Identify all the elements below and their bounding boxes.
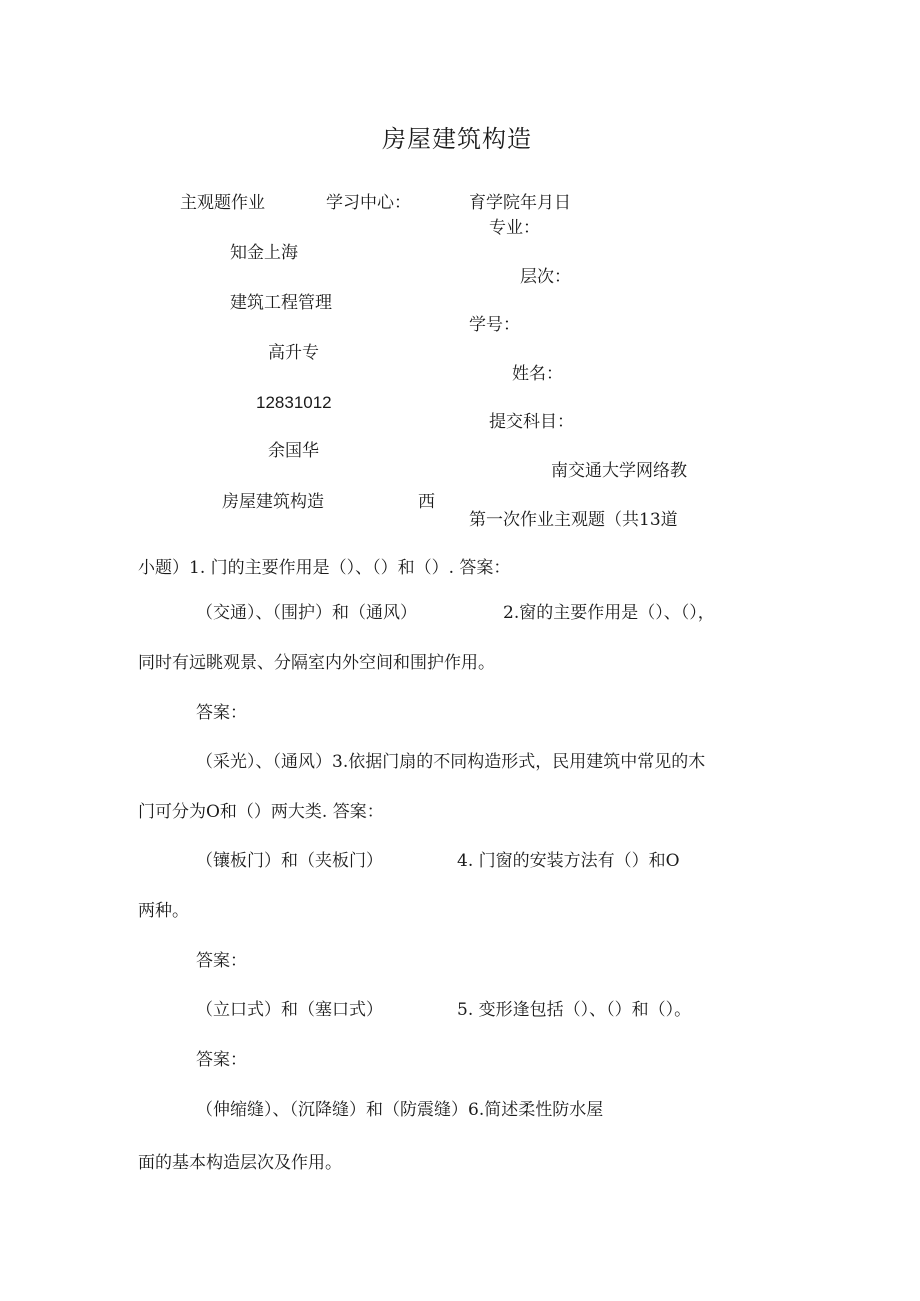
center-value: 知金上海 — [230, 243, 298, 263]
answer-line: （立口式）和（塞口式） — [196, 1000, 383, 1020]
body-line: 小题）1. 门的主要作用是（）、（）和（）. 答案： — [138, 558, 511, 578]
major-label: 专业： — [489, 218, 540, 238]
document-title: 房屋建筑构造 — [382, 125, 532, 153]
answer-line: （镶板门）和（夹板门） — [196, 851, 383, 871]
student-id-value: 12831012 — [256, 393, 332, 412]
question-line: 5. 变形逢包括（）、（）和（）。 — [457, 1000, 692, 1020]
answer-line: （采光）、（通风）3.依据门扇的不同构造形式，民用建筑中常见的木 — [196, 752, 706, 772]
question-line: 2.窗的主要作用是（）、（）， — [503, 603, 715, 623]
body-line: 面的基本构造层次及作用。 — [138, 1153, 342, 1173]
major-value: 建筑工程管理 — [230, 293, 332, 313]
subject-value: 房屋建筑构造 — [222, 492, 324, 512]
answer-label: 答案： — [196, 703, 247, 723]
name-value: 余国华 — [268, 441, 319, 461]
level-label: 层次： — [520, 267, 571, 287]
answer-line: （交通）、（围护）和（通风） — [196, 603, 417, 623]
answer-label: 答案： — [196, 1050, 247, 1070]
school-prefix: 南交通大学网络教 — [551, 461, 687, 481]
body-line: 两种。 — [138, 901, 189, 921]
subject-label: 提交科目： — [489, 412, 574, 432]
student-id-label: 学号： — [469, 315, 520, 335]
assignment-title: 第一次作业主观题（共13道 — [469, 510, 678, 530]
question-line: 4. 门窗的安装方法有（）和O — [457, 851, 680, 871]
answer-line: （伸缩缝）、（沉降缝）和（防震缝）6.简述柔性防水屋 — [196, 1100, 604, 1120]
level-value: 高升专 — [268, 343, 319, 363]
body-line: 门可分为O和（）两大类. 答案： — [138, 802, 384, 822]
body-line: 同时有远眺观景、分隔室内外空间和围护作用。 — [138, 653, 495, 673]
homework-label: 主观题作业 — [180, 193, 265, 213]
center-label: 学习中心： — [326, 193, 411, 213]
answer-label: 答案： — [196, 951, 247, 971]
school-xi: 西 — [418, 492, 435, 512]
name-label: 姓名： — [512, 364, 563, 384]
school-date: 育学院年月日 — [469, 193, 571, 213]
